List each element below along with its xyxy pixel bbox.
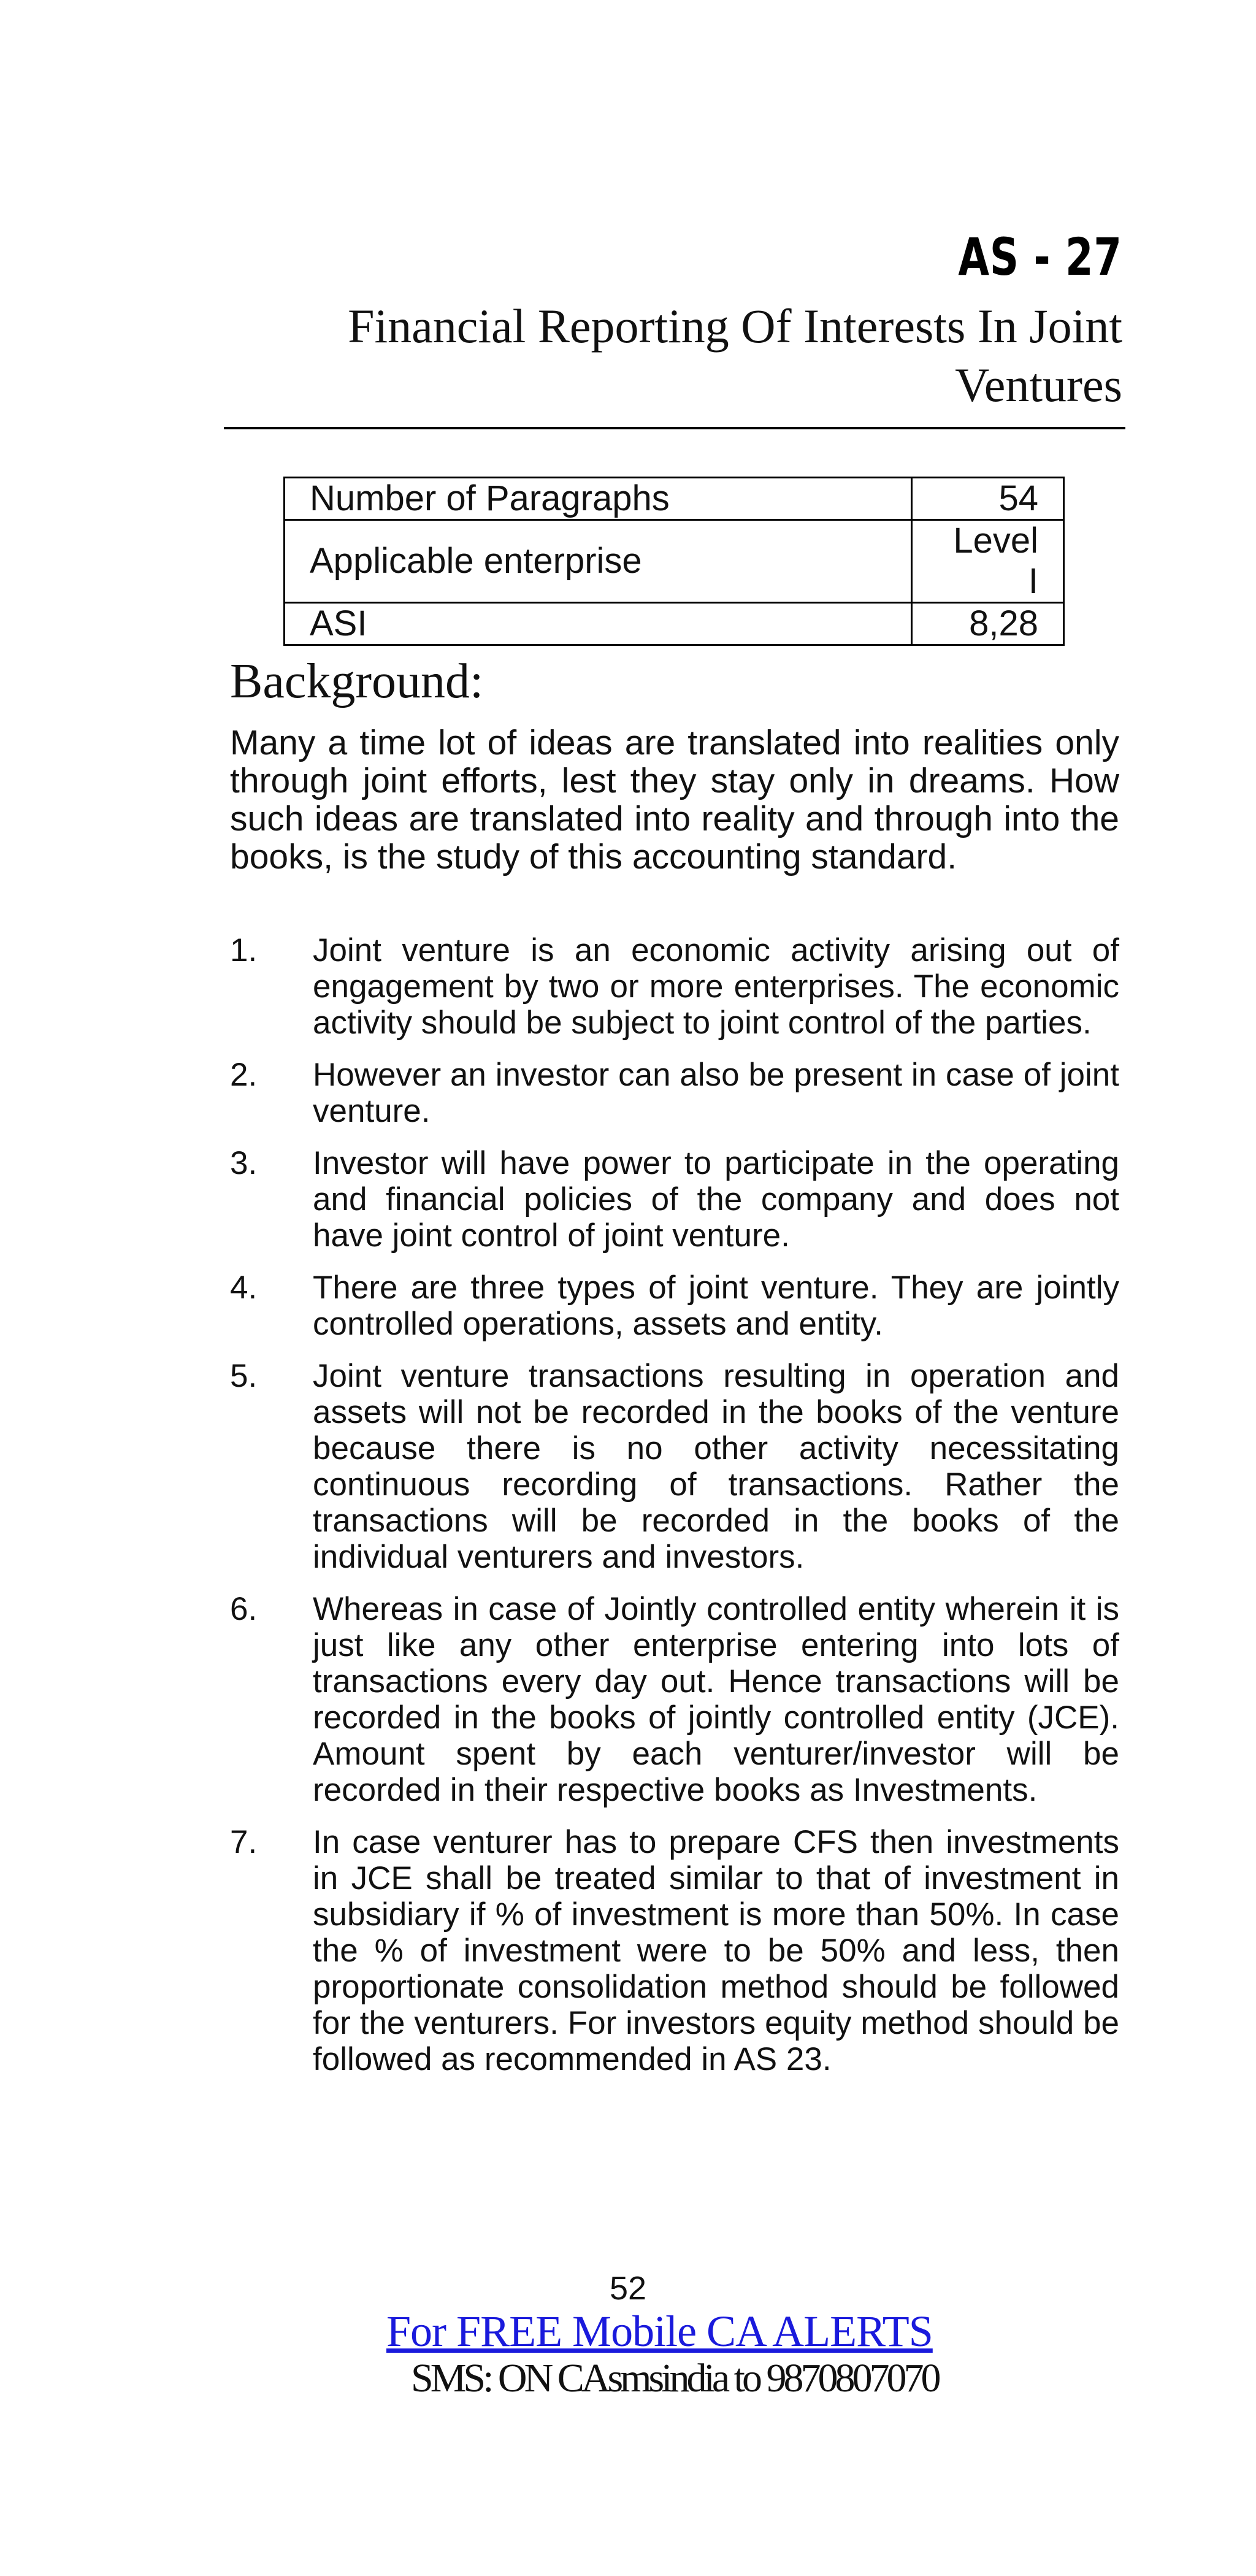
list-item-number: 2. [230, 1057, 258, 1093]
list-item-number: 3. [230, 1145, 258, 1181]
page-title: Financial Reporting Of Interests In Joint Ventures [348, 299, 1122, 412]
table-row [285, 478, 1064, 520]
table-cell-label: ASI [285, 603, 912, 645]
intro-paragraph: Many a time lot of ideas are translated into realities only through joint efforts, lest they stay only in dreams. How such ideas are translated into reality and through into the books, is the study of this accounting standard. [230, 723, 1119, 876]
table-cell-value: 54 [912, 478, 1064, 520]
section-heading: Background: [230, 654, 484, 708]
list-item-number: 7. [230, 1824, 258, 1860]
page-number: 52 [609, 2270, 647, 2307]
table-row [285, 603, 1064, 645]
numbered-list [230, 932, 1119, 2093]
title-divider [224, 427, 1125, 429]
list-item-text: Whereas in case of Jointly controlled entity wherein it is just like any other enterprise entering into lots of transactions every day out. Hence transactions will be recorded in the books of jointly controlled entity (JCE). Amount spent by each venturer/investor will be recorded in their respective books as Investments. [313, 1591, 1119, 1808]
list-item-text: Joint venture is an economic activity arising out of engagement by two or more enterprises. The economic activity should be subject to joint control of the parties. [313, 932, 1119, 1041]
table-cell-value: 8,28 [912, 603, 1064, 645]
list-item-text: In case venturer has to prepare CFS then investments in JCE shall be treated similar to that of investment in subsidiary if % of investment is more than 50%. In case the % of investment were to be 50% and less, then proportionate consolidation method should be followed for the venturers. For investors equity method should be followed as recommended in AS 23. [313, 1824, 1119, 2077]
list-item [230, 932, 1119, 1041]
sms-instruction: SMS: ON CAsmsindia to 9870807070 [411, 2356, 938, 2401]
standard-number: AS - 27 [958, 227, 1122, 287]
list-item-text: Joint venture transactions resulting in operation and assets will not be recorded in the books of the venture because there is no other activity necessitating continuous recording of transactions. Rather the transactions will be recorded in the books of the individual venturers and investors. [313, 1358, 1119, 1575]
list-item-number: 5. [230, 1358, 258, 1394]
list-item-text: However an investor can also be present in case of joint venture. [313, 1057, 1119, 1129]
list-item [230, 1145, 1119, 1254]
list-item-number: 1. [230, 932, 258, 968]
table-row [285, 520, 1064, 603]
list-item-number: 4. [230, 1270, 258, 1306]
ca-alerts-link[interactable]: For FREE Mobile CA ALERTS [386, 2307, 933, 2356]
table-cell-label: Applicable enterprise [285, 520, 912, 603]
list-item [230, 1358, 1119, 1575]
table-cell-label: Number of Paragraphs [285, 478, 912, 520]
list-item [230, 1057, 1119, 1129]
list-item-text: Investor will have power to participate in the operating and financial policies of the company and does not have joint control of joint venture. [313, 1145, 1119, 1254]
list-item [230, 1270, 1119, 1342]
list-item [230, 1824, 1119, 2077]
info-table [283, 477, 1065, 646]
table-cell-value: Level I [912, 520, 1064, 603]
list-item [230, 1591, 1119, 1808]
list-item-number: 6. [230, 1591, 258, 1627]
list-item-text: There are three types of joint venture. They are jointly controlled operations, assets and entity. [313, 1270, 1119, 1342]
